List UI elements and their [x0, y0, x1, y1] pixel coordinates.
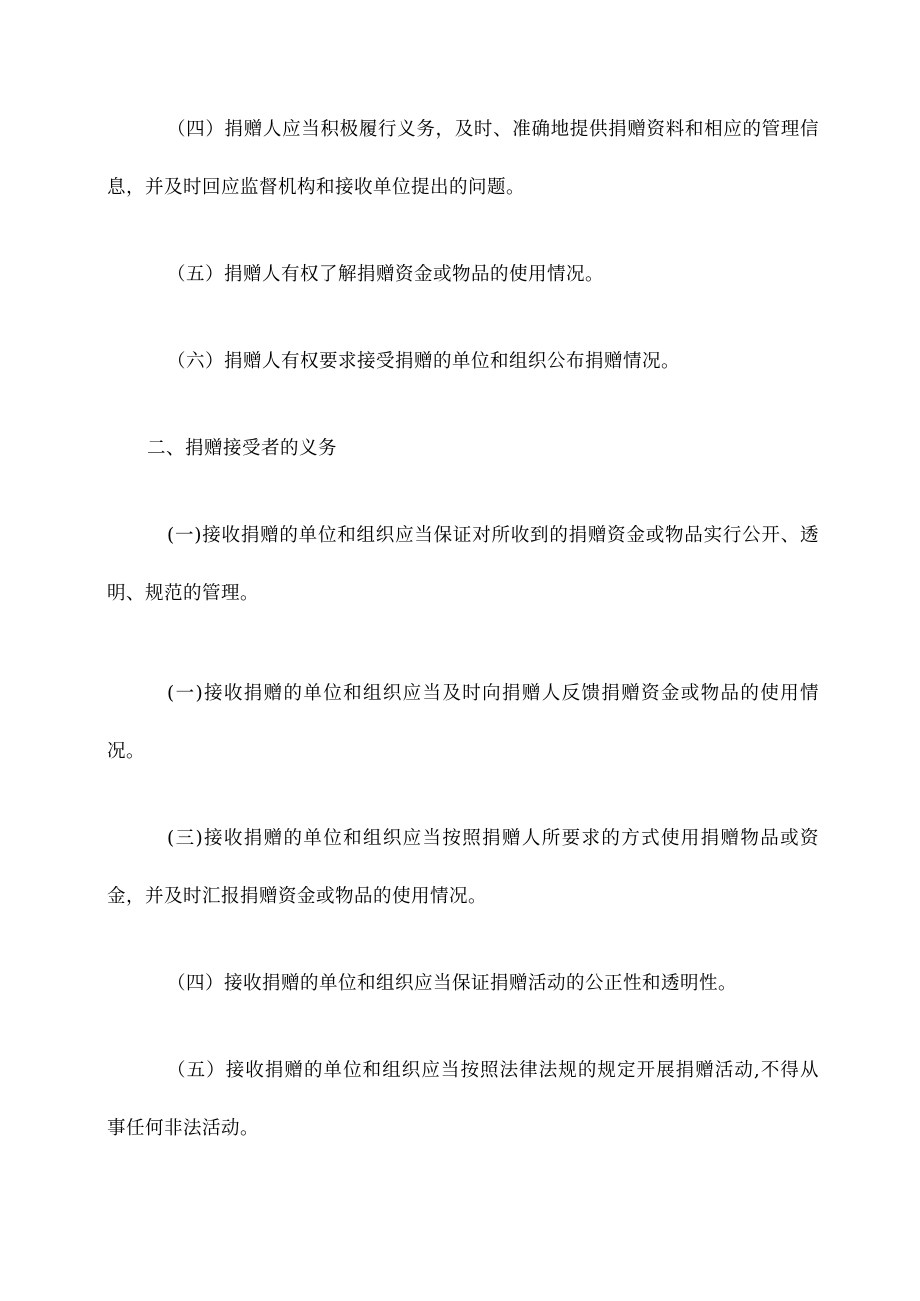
paragraph-recipient-duty-4: （四）接收捐赠的单位和组织应当保证捐赠活动的公正性和透明性。	[167, 973, 738, 994]
paragraph-donor-right-6: （六）捐赠人有权要求接受捐赠的单位和组织公布捐赠情况。	[167, 351, 681, 372]
paragraph-donor-duty-4: （四）捐赠人应当积极履行义务，及时、准确地提供捐赠资料和相应的管理信息，并及时回应监督机构和接收单位提出的问题。	[107, 119, 819, 198]
paragraph-recipient-duty-5: （五）接收捐赠的单位和组织应当按照法律法规的规定开展捐赠活动,不得从事任何非法活动。	[107, 1060, 819, 1139]
paragraph-recipient-duty-3: (三)接收捐赠的单位和组织应当按照捐赠人所要求的方式使用捐赠物品或资金，并及时汇报捐赠资金或物品的使用情况。	[107, 828, 819, 907]
section-heading-recipient-duties: 二、捐赠接受者的义务	[147, 438, 338, 459]
paragraph-recipient-duty-2: (一)接收捐赠的单位和组织应当及时向捐赠人反馈捐赠资金或物品的使用情况。	[107, 683, 819, 762]
paragraph-recipient-duty-1: (一)接收捐赠的单位和组织应当保证对所收到的捐赠资金或物品实行公开、透明、规范的管理。	[107, 525, 819, 604]
paragraph-donor-right-5: （五）捐赠人有权了解捐赠资金或物品的使用情况。	[167, 264, 605, 285]
